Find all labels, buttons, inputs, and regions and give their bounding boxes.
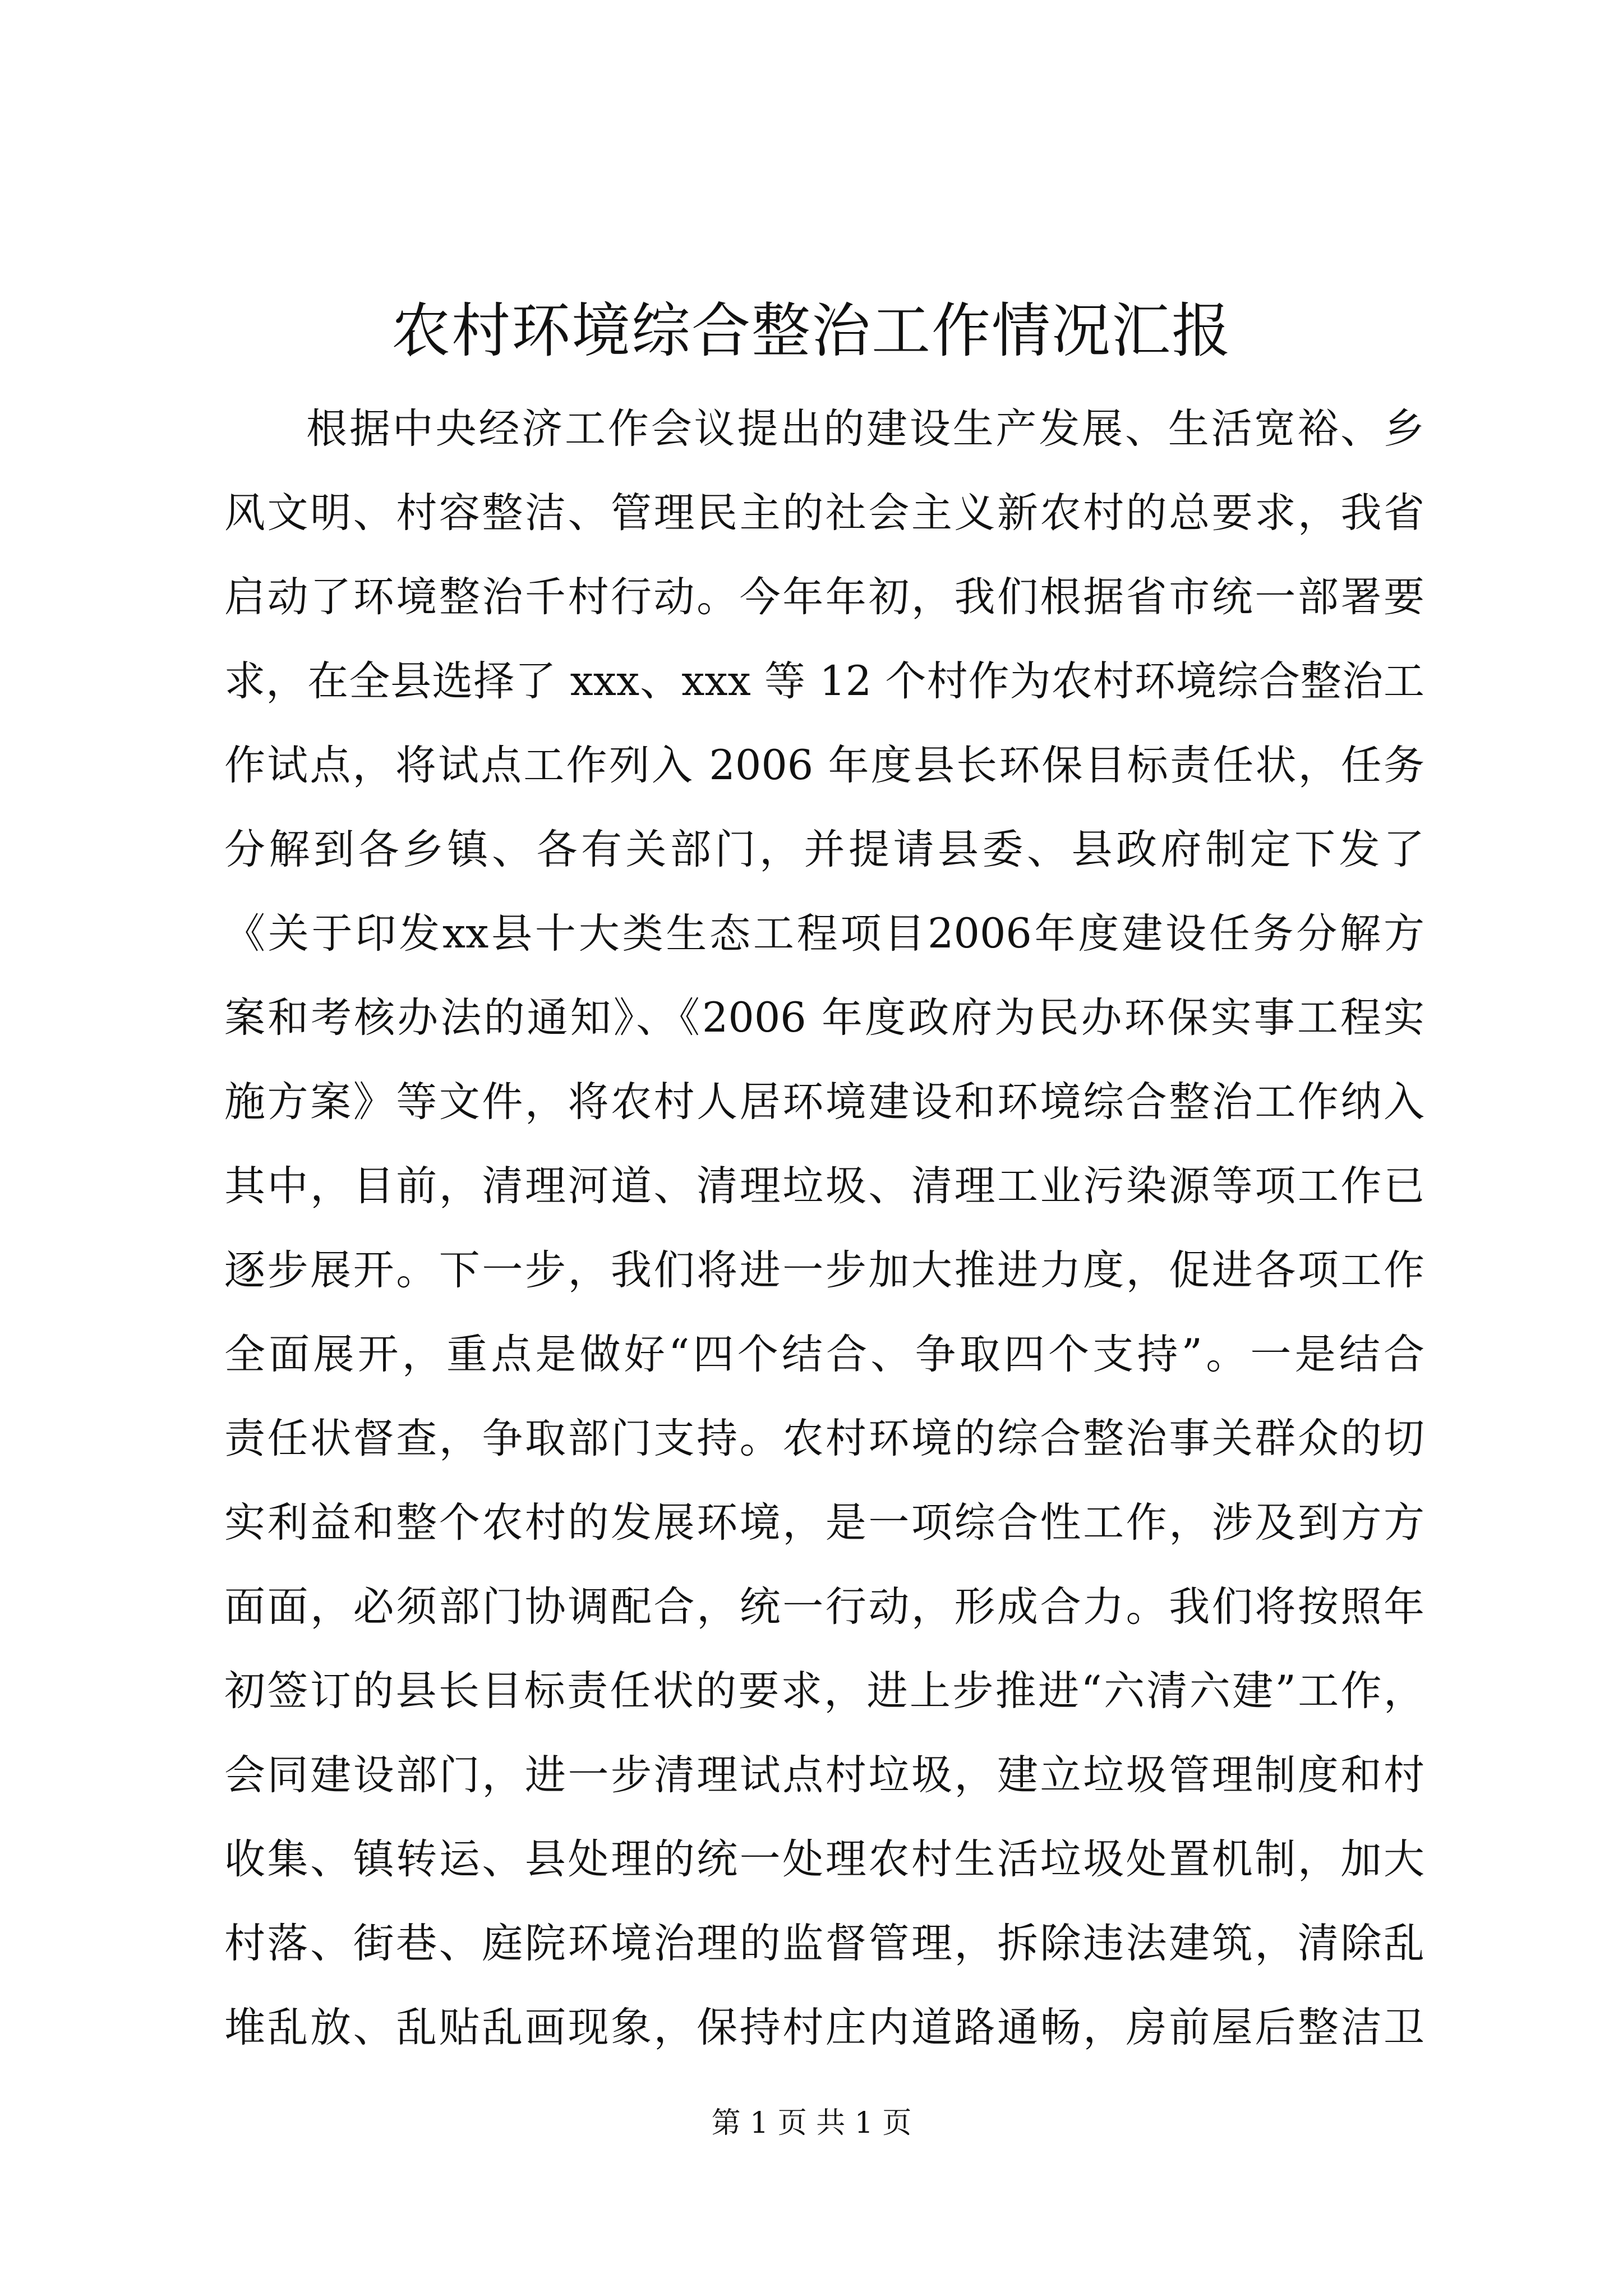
paragraph-line: 求，在全县选择了 xxx、xxx 等 12 个村作为农村环境综合整治工: [224, 657, 1424, 705]
page-title: 农村环境综合整治工作情况汇报: [391, 297, 1232, 365]
paragraph-line: 启动了环境整治千村行动。今年年初，我们根据省市统一部署要: [224, 573, 1424, 621]
paragraph-line: 其中，目前，清理河道、清理垃圾、清理工业污染源等项工作已: [224, 1162, 1424, 1210]
paragraph-line: 收集、镇转运、县处理的统一处理农村生活垃圾处置机制，加大: [224, 1835, 1424, 1883]
paragraph-line: 初签订的县长目标责任状的要求，进上步推进“六清六建”工作，: [224, 1667, 1424, 1715]
paragraph-line: 面面，必须部门协调配合，统一行动，形成合力。我们将按照年: [224, 1583, 1424, 1631]
paragraph-line: 分解到各乡镇、各有关部门，并提请县委、县政府制定下发了: [224, 826, 1424, 873]
paragraph-line: 作试点，将试点工作列入 2006 年度县长环保目标责任状，任务: [224, 742, 1424, 789]
paragraph-line: 全面展开，重点是做好“四个结合、争取四个支持”。一是结合: [224, 1331, 1424, 1378]
paragraph-line: 风文明、村容整洁、管理民主的社会主义新农村的总要求，我省: [224, 489, 1424, 537]
paragraph-line: 实利益和整个农村的发展环境，是一项综合性工作，涉及到方方: [224, 1499, 1424, 1547]
paragraph-line: 根据中央经济工作会议提出的建设生产发展、生活宽裕、乡: [306, 405, 1424, 453]
page-footer: 第 1 页 共 1 页: [711, 2106, 912, 2140]
paragraph-line: 施方案》等文件，将农村人居环境建设和环境综合整治工作纳入: [224, 1078, 1424, 1126]
paragraph-line: 会同建设部门，进一步清理试点村垃圾，建立垃圾管理制度和村: [224, 1751, 1424, 1799]
paragraph-line: 案和考核办法的通知》、《2006 年度政府为民办环保实事工程实: [224, 994, 1424, 1042]
paragraph-line: 《关于印发xx县十大类生态工程项目2006年度建设任务分解方: [224, 910, 1424, 958]
paragraph-line: 逐步展开。下一步，我们将进一步加大推进力度，促进各项工作: [224, 1246, 1424, 1294]
body-paragraph: [224, 387, 1424, 2070]
paragraph-line: 村落、街巷、庭院环境治理的监督管理，拆除违法建筑，清除乱: [224, 1920, 1424, 1967]
paragraph-line: 堆乱放、乱贴乱画现象，保持村庄内道路通畅，房前屋后整洁卫: [224, 2004, 1424, 2051]
paragraph-line: 责任状督查，争取部门支持。农村环境的综合整治事关群众的切: [224, 1415, 1424, 1462]
